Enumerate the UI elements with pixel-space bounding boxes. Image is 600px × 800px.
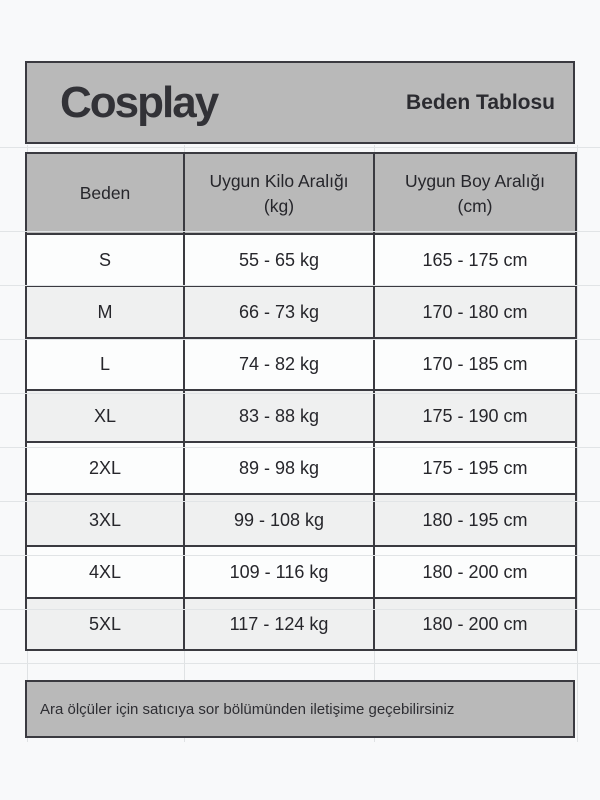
size-cell: M [26, 286, 184, 338]
table-header-row [26, 153, 576, 234]
weight-cell: 74 - 82 kg [184, 338, 374, 390]
footer-note-bar [25, 680, 575, 738]
column-header-weight-unit: (kg) [263, 195, 295, 216]
weight-cell: 66 - 73 kg [184, 286, 374, 338]
table-row [26, 442, 576, 494]
height-cell: 180 - 200 cm [374, 598, 576, 650]
brand-logo: Cosplay [60, 77, 218, 127]
size-table [25, 152, 577, 651]
height-cell: 165 - 175 cm [374, 234, 576, 286]
table-row [26, 546, 576, 598]
weight-cell: 117 - 124 kg [184, 598, 374, 650]
weight-cell: 83 - 88 kg [184, 390, 374, 442]
weight-cell: 89 - 98 kg [184, 442, 374, 494]
size-cell: XL [26, 390, 184, 442]
table-row [26, 390, 576, 442]
page-title: Beden Tablosu [406, 90, 555, 114]
column-header-height [374, 153, 576, 234]
size-cell: 2XL [26, 442, 184, 494]
table-row [26, 598, 576, 650]
size-cell: 5XL [26, 598, 184, 650]
size-cell: S [26, 234, 184, 286]
column-header-size-label: Beden [79, 183, 131, 204]
height-cell: 170 - 185 cm [374, 338, 576, 390]
weight-cell: 109 - 116 kg [184, 546, 374, 598]
column-header-weight [184, 153, 374, 234]
weight-cell: 55 - 65 kg [184, 234, 374, 286]
height-cell: 180 - 200 cm [374, 546, 576, 598]
size-cell: L [26, 338, 184, 390]
table-row [26, 494, 576, 546]
height-cell: 175 - 190 cm [374, 390, 576, 442]
weight-cell: 99 - 108 kg [184, 494, 374, 546]
height-cell: 180 - 195 cm [374, 494, 576, 546]
footer-note: Ara ölçüler için satıcıya sor bölümünden iletişime geçebilirsiniz [40, 700, 455, 718]
gridline-vertical [577, 145, 578, 742]
column-header-height-label: Uygun Boy Aralığı [404, 171, 546, 191]
column-header-height-unit: (cm) [457, 195, 493, 216]
brand-header-bar [25, 61, 575, 144]
height-cell: 175 - 195 cm [374, 442, 576, 494]
size-cell: 4XL [26, 546, 184, 598]
table-row [26, 234, 576, 286]
size-cell: 3XL [26, 494, 184, 546]
table-row [26, 338, 576, 390]
column-header-size [26, 153, 184, 234]
column-header-weight-label: Uygun Kilo Aralığı [209, 171, 349, 191]
gridline-horizontal [0, 147, 600, 148]
height-cell: 170 - 180 cm [374, 286, 576, 338]
table-row [26, 286, 576, 338]
gridline-horizontal [0, 663, 600, 664]
